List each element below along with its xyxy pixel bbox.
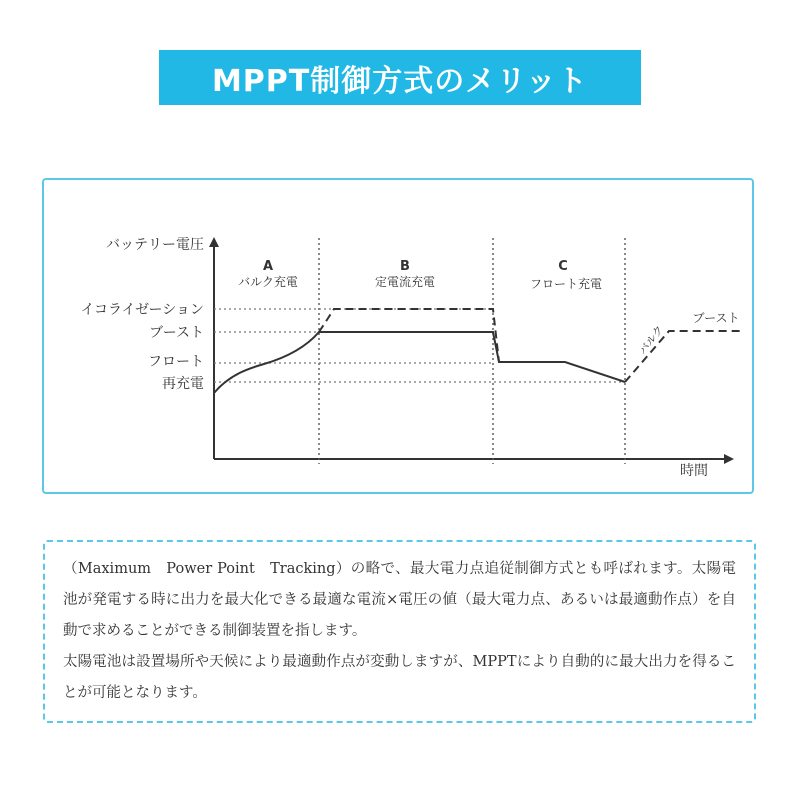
phase-name-a: バルク充電 [238, 275, 298, 289]
level-label-boost: ブースト [149, 325, 204, 341]
level-label-recharge: 再充電 [162, 376, 204, 392]
description-box [43, 540, 756, 723]
x-axis-label: 時間 [680, 463, 708, 479]
phase-letter-b: B [400, 259, 410, 274]
annotation-bulk: バルク [636, 323, 667, 357]
y-axis-label: バッテリー電圧 [106, 237, 204, 253]
phase-letter-c: C [558, 259, 568, 274]
description-paragraph: （Maximum Power Point Tracking）の略で、最大電力点追従制御方式とも呼ばれます。太陽電池が発電する時に出力を最大化できる最適な電流×電圧の値（最大電力点、あるいは最適動作点）を自動で求めることができる制御装置を指します。 [63, 561, 736, 639]
boost-repeat-curve [625, 331, 742, 382]
phase-name-c: フロート充電 [529, 277, 603, 291]
phase-letter-a: A [262, 259, 274, 274]
level-label-float: フロート [148, 354, 204, 370]
chart-svg [44, 180, 756, 496]
description-paragraph: 太陽電池は設置場所や天候により最適動作点が変動しますが、MPPTにより自動的に最大出力を得ることが可能となります。 [63, 654, 736, 701]
equalization-curve [319, 309, 499, 362]
page-title: MPPT制御方式のメリット [159, 50, 641, 105]
phase-name-b: 定電流充電 [374, 275, 436, 289]
charging-stage-chart [42, 178, 754, 494]
level-label-equalization: イコライゼーション [80, 302, 204, 318]
annotation-boost: ブースト [692, 311, 740, 325]
